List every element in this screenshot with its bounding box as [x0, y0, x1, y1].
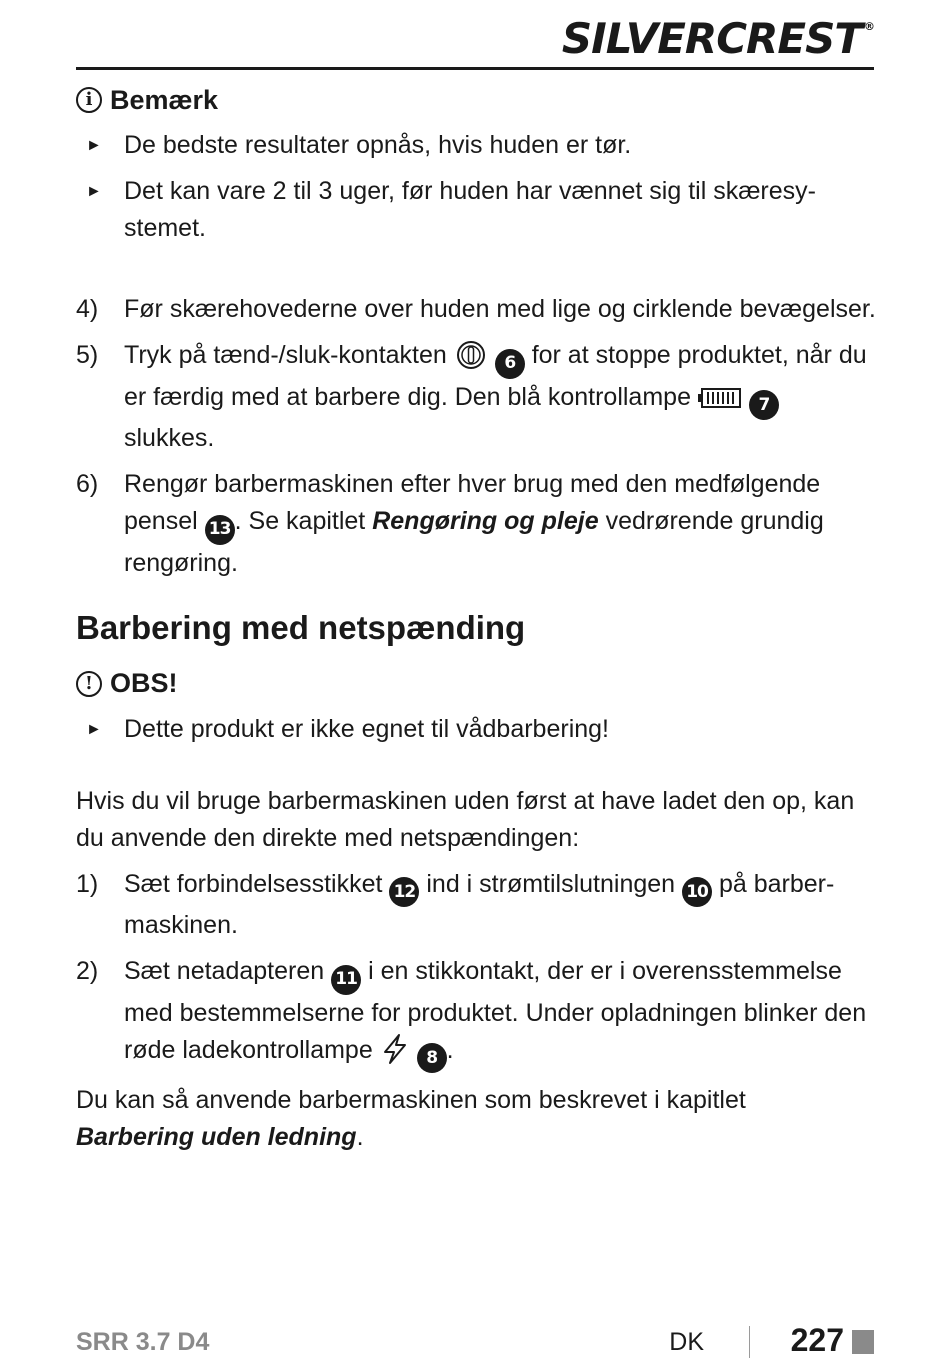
intro-paragraph: Hvis du vil bruge barbermaskinen uden først at have ladet den op, kan du anvende den direkte med netspændingen:: [76, 786, 855, 852]
page-number: 227: [790, 1322, 844, 1358]
chapter-reference: Rengøring og pleje: [372, 507, 599, 535]
part-number-badge: 13: [205, 515, 235, 545]
battery-icon: [698, 387, 742, 409]
list-item: ► De bedste resultater opnås, hvis huden er tør.: [76, 127, 876, 164]
power-switch-icon: [454, 340, 488, 370]
language-code: DK: [669, 1328, 704, 1356]
model-number: SRR 3.7 D4: [76, 1328, 210, 1356]
part-number-badge: 11: [331, 965, 361, 995]
header-rule: [76, 67, 874, 70]
page-content: [76, 82, 876, 1156]
footer-square-mark: [852, 1330, 874, 1354]
chapter-reference: Barbering uden ledning: [76, 1123, 357, 1151]
part-number-badge: 8: [417, 1043, 447, 1073]
triangle-bullet-icon: ►: [86, 720, 102, 738]
step-5: 5) Tryk på tænd-/sluk-kontakten 6 for at stoppe produktet, når du er færdig med at barbere dig. Den blå kontrollampe 7 slukkes.: [76, 341, 867, 452]
footer-separator: [749, 1326, 750, 1358]
closing-paragraph: Du kan så anvende barbermaskinen som beskrevet i kapitlet Barbering uden ledning.: [76, 1086, 746, 1151]
part-number-badge: 10: [682, 877, 712, 907]
note-heading: [76, 82, 876, 118]
part-number-badge: 7: [749, 390, 779, 420]
triangle-bullet-icon: ►: [86, 137, 102, 154]
part-number-badge: 6: [495, 349, 525, 379]
step-2: 2) Sæt netadapteren 11 i en stikkontakt, der er i overensstemmelse med bestemmelserne for produktet. Under opladningen blinker den røde ladekontrollampe 8 .: [76, 953, 876, 1073]
brand-logo: SILVERCREST ®: [561, 14, 874, 63]
note-title: Bemærk: [110, 84, 219, 115]
section-heading: Barbering med netspænding: [76, 608, 526, 646]
page-footer: [76, 1320, 874, 1364]
part-number-badge: 12: [389, 877, 419, 907]
step-6: 6) Rengør barbermaskinen efter hver brug med den medfølgende pensel 13 . Se kapitlet Rengøring og pleje vedrørende grundig rengøring.: [76, 470, 824, 577]
warning-heading: [76, 666, 876, 702]
step-1: 1) Sæt forbindelsesstikket 12 ind i strømtilslutningen 10 på barber-maskinen.: [76, 869, 835, 939]
list-item: ► Dette produkt er ikke egnet til vådbarbering!: [76, 711, 876, 748]
list-item: ► Det kan vare 2 til 3 uger, før huden har vænnet sig til skæresy-stemet.: [76, 173, 876, 247]
info-icon: i: [76, 87, 102, 113]
step-4: 4) Før skærehovederne over huden med lige og cirklende bevægelser.: [76, 295, 876, 323]
triangle-bullet-icon: ►: [86, 183, 102, 200]
warning-title: OBS!: [110, 668, 178, 698]
lightning-bolt-icon: [380, 1033, 410, 1065]
exclamation-icon: !: [76, 671, 102, 697]
